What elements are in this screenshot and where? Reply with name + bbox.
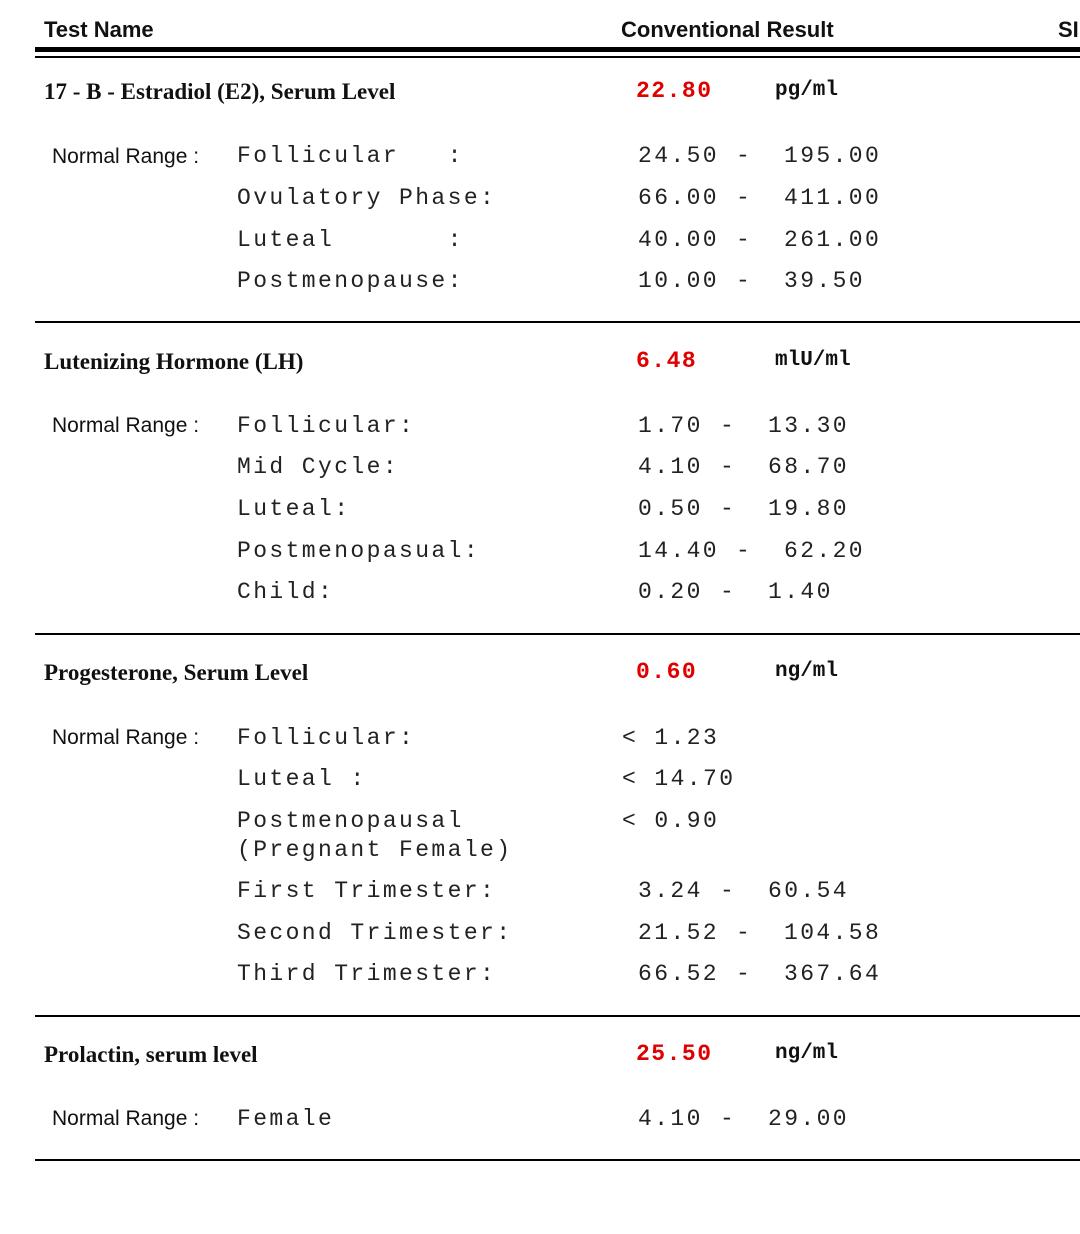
result-value: 25.50 <box>636 1041 713 1067</box>
range-dash: - <box>720 579 737 605</box>
range-low: 66.52 <box>638 961 720 987</box>
section-divider <box>35 1015 1080 1017</box>
range-phase: Ovulatory Phase: <box>237 185 497 211</box>
range-phase: Luteal: <box>237 496 351 522</box>
result-unit: ng/ml <box>775 660 839 683</box>
range-phase: Luteal : <box>237 227 464 253</box>
range-low: 4.10 <box>638 454 703 480</box>
range-low: 14.40 <box>638 538 720 564</box>
range-dash: - <box>736 143 753 169</box>
range-low: 3.24 <box>638 878 703 904</box>
result-value: 22.80 <box>636 78 713 104</box>
range-low: 40.00 <box>638 227 720 253</box>
test-name: Prolactin, serum level <box>44 1042 258 1067</box>
range-phase: Postmenopause: <box>237 268 464 294</box>
range-phase: Luteal : <box>237 766 367 792</box>
range-high: 1.40 <box>768 579 833 605</box>
section-divider <box>35 321 1080 323</box>
result-value: 6.48 <box>636 348 698 374</box>
range-high: 29.00 <box>768 1106 850 1132</box>
range-phase: Second Trimester: <box>237 920 513 946</box>
header-rule-thick <box>35 47 1080 52</box>
range-low: 1.70 <box>638 413 703 439</box>
normal-range-label: Normal Range : <box>52 414 200 437</box>
range-high: 62.20 <box>784 538 866 564</box>
range-phase: Postmenopasual: <box>237 538 481 564</box>
header-conventional-result: Conventional Result <box>621 17 834 42</box>
section-divider <box>35 1159 1080 1161</box>
range-dash: - <box>720 878 737 904</box>
range-dash: - <box>736 961 753 987</box>
range-dash: - <box>736 185 753 211</box>
range-dash: - <box>736 227 753 253</box>
header-si: SI <box>1058 17 1079 42</box>
range-phase: Child: <box>237 579 335 605</box>
range-dash: - <box>736 920 753 946</box>
range-dash: - <box>736 538 753 564</box>
range-phase: First Trimester: <box>237 878 497 904</box>
range-low: 4.10 <box>638 1106 703 1132</box>
range-value: < 0.90 <box>622 808 720 834</box>
range-dash: - <box>736 268 753 294</box>
range-high: 367.64 <box>784 961 882 987</box>
range-phase: Female <box>237 1106 335 1132</box>
range-dash: - <box>720 454 737 480</box>
range-low: 0.20 <box>638 579 703 605</box>
range-low: 24.50 <box>638 143 720 169</box>
range-phase: Follicular: <box>237 725 416 751</box>
range-high: 39.50 <box>784 268 866 294</box>
range-value: < 1.23 <box>622 725 720 751</box>
range-value: < 14.70 <box>622 766 736 792</box>
range-phase: Postmenopausal <box>237 808 464 834</box>
range-phase: Follicular: <box>237 413 416 439</box>
section-divider <box>35 633 1080 635</box>
result-unit: ng/ml <box>775 1042 839 1065</box>
range-phase: Mid Cycle: <box>237 454 400 480</box>
range-low: 66.00 <box>638 185 720 211</box>
result-unit: mlU/ml <box>775 349 851 372</box>
range-high: 104.58 <box>784 920 882 946</box>
range-phase: (Pregnant Female) <box>237 837 513 863</box>
test-name: Progesterone, Serum Level <box>44 660 309 685</box>
range-high: 261.00 <box>784 227 882 253</box>
header-test-name: Test Name <box>44 17 154 42</box>
range-low: 0.50 <box>638 496 703 522</box>
test-name: Lutenizing Hormone (LH) <box>44 349 304 374</box>
range-high: 19.80 <box>768 496 850 522</box>
range-high: 60.54 <box>768 878 850 904</box>
header-rule-thin <box>35 56 1080 58</box>
range-high: 195.00 <box>784 143 882 169</box>
range-low: 10.00 <box>638 268 720 294</box>
range-low: 21.52 <box>638 920 720 946</box>
range-phase: Follicular : <box>237 143 464 169</box>
normal-range-label: Normal Range : <box>52 726 200 749</box>
range-high: 411.00 <box>784 185 882 211</box>
range-phase: Third Trimester: <box>237 961 497 987</box>
result-value: 0.60 <box>636 659 698 685</box>
range-dash: - <box>720 413 737 439</box>
range-dash: - <box>720 1106 737 1132</box>
normal-range-label: Normal Range : <box>52 1107 200 1130</box>
test-name: 17 - B - Estradiol (E2), Serum Level <box>44 79 396 104</box>
result-unit: pg/ml <box>775 79 839 102</box>
range-high: 68.70 <box>768 454 850 480</box>
range-dash: - <box>720 496 737 522</box>
normal-range-label: Normal Range : <box>52 145 200 168</box>
range-high: 13.30 <box>768 413 850 439</box>
